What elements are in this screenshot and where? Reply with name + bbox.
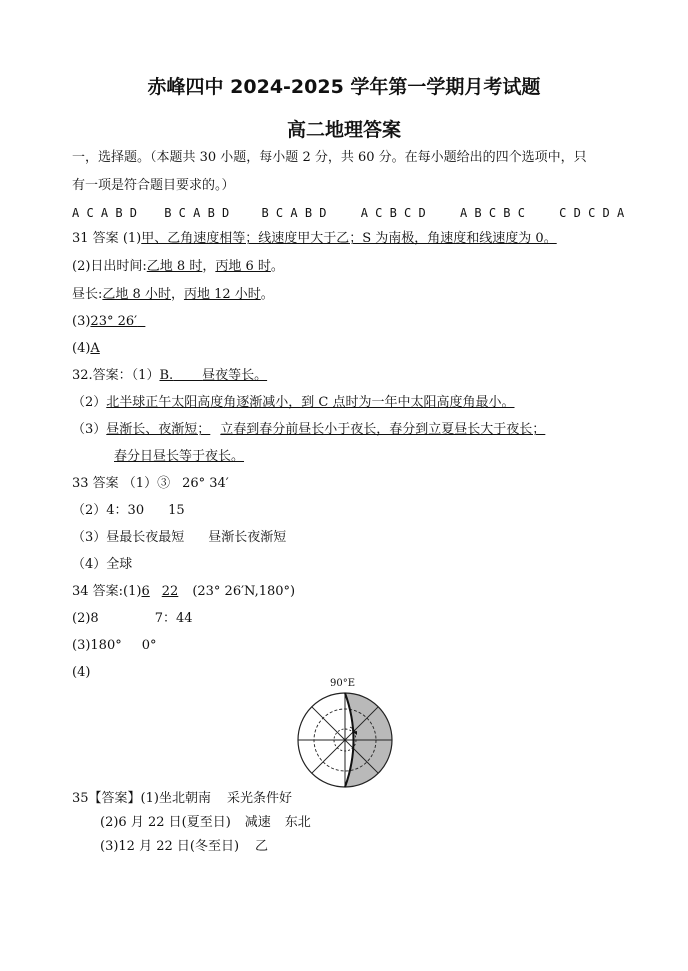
q31-label: 31 答案 — [72, 231, 119, 246]
q31-part2 — [72, 259, 284, 275]
q32-p3c: 春分日昼长等于夜长。 — [114, 449, 245, 464]
q35-part1 — [72, 791, 292, 807]
q33-part2 — [72, 503, 185, 519]
q32-p3a: 昼渐长、夜渐短； — [106, 422, 211, 437]
q34-part2 — [72, 611, 193, 627]
q34-p1a: 6 — [141, 584, 150, 599]
q32-p2-prefix: （2） — [72, 395, 107, 410]
q31-p5-text: A — [90, 341, 100, 356]
mc-answer-group: A C B C D — [360, 206, 426, 220]
q34-part3 — [72, 638, 157, 654]
section1-heading-cont: 有一项是符合题目要求的。） — [72, 178, 235, 193]
q33-part3 — [72, 530, 286, 546]
q33-p3b: 昼渐长夜渐短 — [208, 530, 287, 545]
q32-part2 — [72, 395, 515, 411]
q32-part1 — [72, 368, 267, 384]
q31-p2-end: 。 — [270, 259, 284, 274]
q32-p2-text: 北半球正午太阳高度角逐渐减小，到 C 点时为一年中太阳高度角最小。 — [106, 395, 515, 410]
section1-heading: 一，选择题。（本题共 30 小题，每小题 2 分，共 60 分。在每小题给出的四个选项中，只 — [72, 150, 587, 165]
q31-p2-b: 丙地 6 时 — [215, 259, 271, 274]
exam-title: 赤峰四中 2024-2025 学年第一学期月考试题 — [147, 76, 541, 98]
q33-p2b: 15 — [168, 503, 185, 518]
q34-part4: (4) — [72, 665, 91, 680]
q31-p5-prefix: (4) — [72, 341, 91, 356]
q31-p3-end: 。 — [260, 287, 274, 302]
q34-p2a: (2)8 — [72, 611, 99, 626]
q31-p3-b: 丙地 12 小时 — [183, 287, 261, 302]
q35-p2a: (2)6 月 22 日(夏至日) — [100, 815, 231, 830]
q35-part2 — [100, 815, 311, 831]
q35-p2c: 东北 — [284, 815, 311, 830]
q34-part1 — [72, 584, 295, 600]
mc-answers — [72, 205, 624, 221]
q31-p3-prefix: 昼长: — [72, 287, 103, 302]
q32-p3b: 立春到春分前昼长小于夜长，春分到立夏昼长大于夜长； — [220, 422, 546, 437]
mc-answer-group: B C A B D — [164, 206, 230, 220]
mc-answer-group: A B C B C — [459, 206, 525, 220]
q35-p3b: 乙 — [255, 839, 269, 854]
globe-diagram — [290, 678, 400, 790]
q33-part1 — [72, 476, 229, 492]
mc-answer-group: C D C D A — [559, 206, 625, 220]
q31-part3 — [72, 287, 274, 303]
q33-p2a: （2）4：30 — [72, 503, 145, 518]
q31-p2-prefix: (2)日出时间: — [72, 259, 147, 274]
q35-p2b: 减速 — [244, 815, 271, 830]
q31-part4 — [72, 314, 145, 330]
q31-p3-sep: ， — [170, 287, 184, 302]
globe-label-90e: 90°E — [330, 678, 356, 689]
q32-part3-cont — [114, 449, 244, 465]
q34-p1c: (23° 26′N,180°) — [192, 584, 296, 599]
q34-label: 34 答案:(1) — [72, 584, 142, 599]
q31-part1 — [72, 231, 557, 247]
q34-p3b: 0° — [141, 638, 157, 653]
q32-p1a: B. — [159, 368, 174, 383]
q35-p3a: (3)12 月 22 日(冬至日) — [100, 839, 240, 854]
q33-label: 33 答案 （1） — [72, 476, 158, 491]
q31-p1-text: 甲、乙角速度相等；线速度甲大于乙；S 为南极，角速度和线速度为 0。 — [141, 231, 557, 246]
q35-p1a: (1)坐北朝南 — [140, 791, 211, 806]
q31-p1-num: (1) — [122, 231, 142, 246]
q34-p3a: (3)180° — [72, 638, 122, 653]
q35-label: 35【答案】 — [72, 791, 141, 806]
q31-p3-a: 乙地 8 小时 — [102, 287, 171, 302]
globe-svg — [290, 678, 400, 790]
q33-p1b: 26° 34′ — [182, 476, 229, 491]
q31-p2-sep: ， — [202, 259, 216, 274]
q32-label: 32.答案：（1） — [72, 368, 160, 383]
q34-p1b: 22 — [161, 584, 179, 599]
q32-p1b: 昼夜等长。 — [202, 368, 268, 383]
q32-p3-prefix: （3） — [72, 422, 107, 437]
q35-p1b: 采光条件好 — [226, 791, 292, 806]
q33-p1a: ③ — [157, 476, 171, 491]
q31-p4-text: 23° 26′ — [90, 314, 138, 329]
q33-p3a: （3）昼最长夜最短 — [72, 530, 185, 545]
mc-answer-group: B C A B D — [261, 206, 327, 220]
q31-p2-a: 乙地 8 时 — [146, 259, 203, 274]
q31-p4-prefix: (3) — [72, 314, 91, 329]
q34-p2b: 7：44 — [154, 611, 193, 626]
answer-title: 高二地理答案 — [286, 119, 401, 141]
q33-part4: （4）全球 — [72, 557, 133, 572]
q35-part3 — [100, 839, 268, 855]
q31-part5 — [72, 341, 100, 357]
q32-part3 — [72, 422, 545, 438]
mc-answer-group: A C A B D — [72, 206, 138, 220]
